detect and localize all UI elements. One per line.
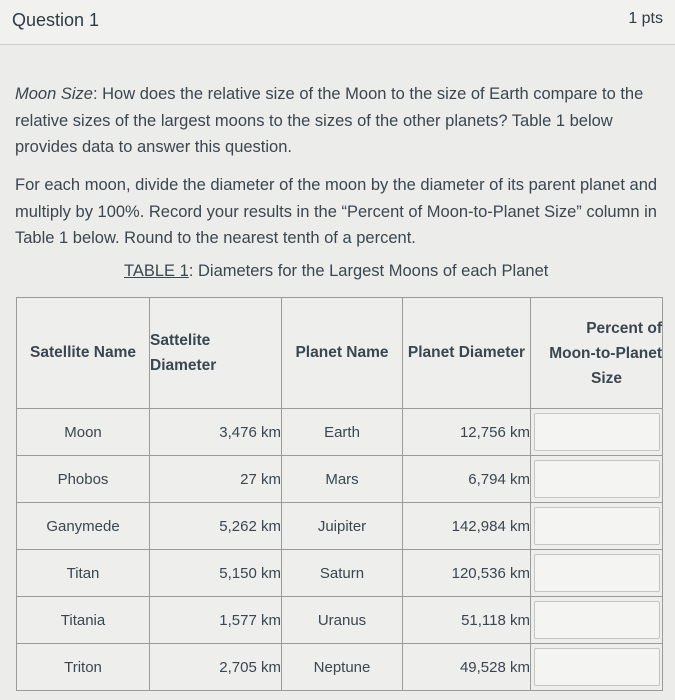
planet-diameter-cell: 142,984 km [403, 503, 531, 550]
planet-diameter-cell: 6,794 km [403, 456, 531, 503]
satellite-name-cell: Triton [17, 644, 150, 691]
percent-answer-input[interactable] [534, 507, 660, 545]
satellite-diameter-cell: 5,150 km [150, 550, 282, 597]
question-paragraph-2: For each moon, divide the diameter of the moon by the diameter of its parent planet and multiply by 100%. Record your results in the “Percent of Moon-to-Planet Size” column in Table 1 below. Round to the nearest tenth of a percent. [15, 176, 658, 247]
table-row [17, 409, 663, 456]
question-title: Question 1 [12, 10, 100, 30]
planet-name-cell: Earth [282, 409, 403, 456]
table-row [17, 550, 663, 597]
percent-answer-input[interactable] [534, 554, 660, 592]
question-paragraph-1 [15, 81, 665, 161]
table-caption-text: : Diameters for the Largest Moons of each Planet [188, 262, 549, 280]
percent-cell [531, 456, 663, 503]
percent-cell [531, 503, 663, 550]
table-row [17, 644, 663, 691]
planet-name-cell: Mars [282, 456, 403, 503]
table-header-row [17, 298, 663, 409]
planet-name-cell: Juipiter [282, 503, 403, 550]
satellite-name-cell: Phobos [17, 456, 150, 503]
header-satellite-diameter [150, 298, 282, 409]
percent-cell [531, 409, 663, 456]
header-planet-name: Planet Name [282, 298, 403, 409]
header-percent-line1: Percent of [586, 319, 662, 337]
table-row [17, 456, 663, 503]
percent-answer-input[interactable] [534, 460, 660, 498]
satellite-diameter-cell: 5,262 km [150, 503, 282, 550]
satellite-name-cell: Titania [17, 597, 150, 644]
header-percent [531, 298, 663, 409]
percent-answer-input[interactable] [534, 413, 660, 451]
satellite-diameter-cell: 1,577 km [150, 597, 282, 644]
planet-name-cell: Uranus [282, 597, 403, 644]
planet-diameter-cell: 51,118 km [403, 597, 531, 644]
question-points: 1 pts [628, 10, 663, 27]
planet-diameter-cell: 120,536 km [403, 550, 531, 597]
planet-diameter-cell: 12,756 km [403, 409, 531, 456]
satellite-diameter-cell: 27 km [150, 456, 282, 503]
planet-diameter-cell: 49,528 km [403, 644, 531, 691]
table-row [17, 503, 663, 550]
question-paragraph-1-text: : How does the relative size of the Moon to the size of Earth compare to the relative sizes of the largest moons to the sizes of the other planets? Table 1 below provides data to answer this question. [15, 85, 644, 156]
table-caption [124, 262, 548, 281]
moon-size-lead: Moon Size [15, 85, 93, 103]
header-percent-line3: Size [590, 369, 622, 387]
percent-cell [531, 550, 663, 597]
planet-name-cell: Neptune [282, 644, 403, 691]
percent-answer-input[interactable] [534, 601, 660, 639]
satellite-name-cell: Ganymede [17, 503, 150, 550]
header-percent-line2: Moon-to-Planet [549, 344, 662, 362]
header-satellite-name: Satellite Name [17, 298, 150, 409]
header-satellite-diameter-line1: Sattelite [150, 332, 211, 349]
table-caption-label: TABLE 1 [124, 262, 189, 280]
planet-name-cell: Saturn [282, 550, 403, 597]
diameters-table [16, 297, 663, 691]
header-satellite-diameter-line2: Diameter [150, 357, 217, 374]
table-row [17, 597, 663, 644]
percent-cell [531, 597, 663, 644]
percent-answer-input[interactable] [534, 648, 660, 686]
percent-cell [531, 644, 663, 691]
question-body [0, 45, 675, 700]
header-planet-diameter: Planet Diameter [403, 298, 531, 409]
satellite-name-cell: Titan [17, 550, 150, 597]
satellite-diameter-cell: 2,705 km [150, 644, 282, 691]
satellite-diameter-cell: 3,476 km [150, 409, 282, 456]
satellite-name-cell: Moon [17, 409, 150, 456]
question-header [0, 0, 675, 45]
